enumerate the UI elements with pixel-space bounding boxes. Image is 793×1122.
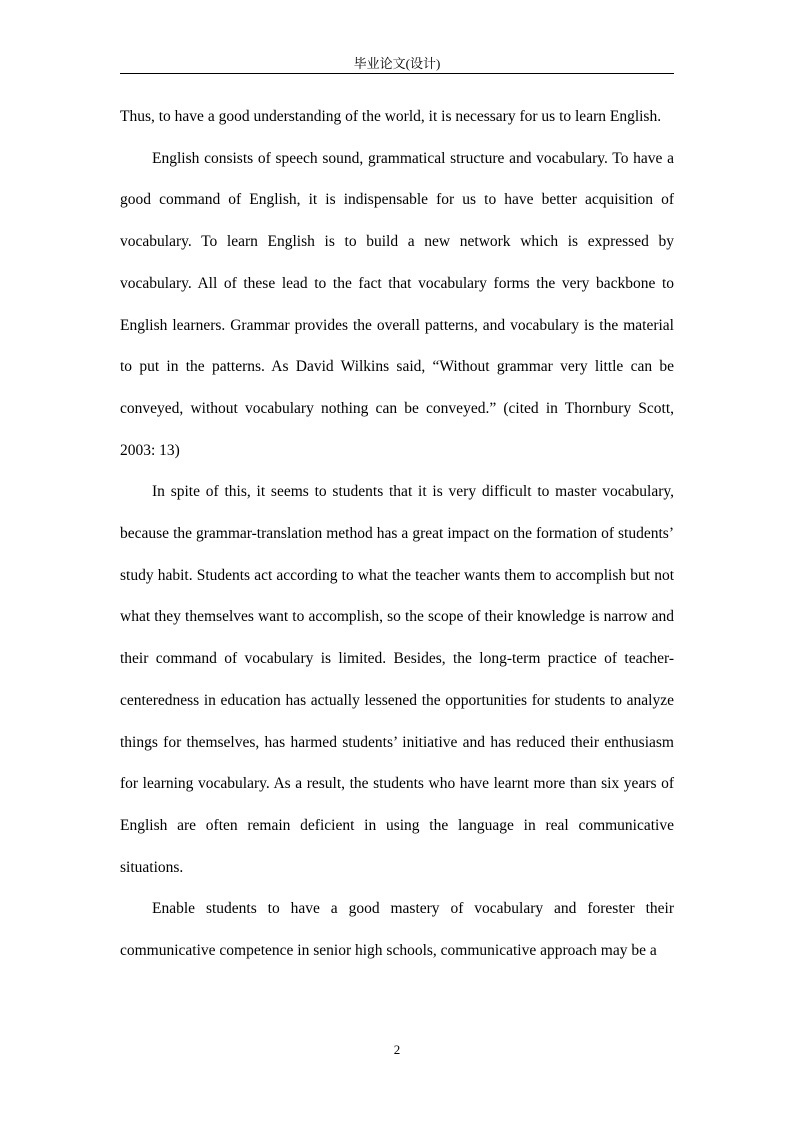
paragraph-4: Enable students to have a good mastery of vocabulary and forester their communicative competence in senior high schools, communicative approach may be a (120, 900, 674, 960)
paragraph-3: In spite of this, it seems to students that it is very difficult to master vocabulary, because the grammar-translation method has a great impact on the formation of students’ study habit. Students act according to what the teacher wants them to accomplish but not what they themselves want to accomplish, so the scope of their knowledge is narrow and their command of vocabulary is limited. Besides, the long-term practice of teacher-centeredness in education has actually lessened the opportunities for students to analyze things for themselves, has harmed students’ initiative and has reduced their enthusiasm for learning vocabulary. As a result, the students who have learnt more than six years of English are often remain deficient in using the language in real communicative situations. (120, 483, 674, 876)
page-header: 毕业论文(设计) (353, 56, 441, 71)
document-body (120, 96, 674, 972)
page-number: 2 (393, 1042, 401, 1057)
paragraph-2: English consists of speech sound, grammatical structure and vocabulary. To have a good command of English, it is indispensable for us to have better acquisition of vocabulary. To learn English is to build a new network which is expressed by vocabulary. All of these lead to the fact that vocabulary forms the very backbone to English learners. Grammar provides the overall patterns, and vocabulary is the material to put in the patterns. As David Wilkins said, “Without grammar very little can be conveyed, without vocabulary nothing can be conveyed.” (cited in Thornbury Scott, 2003: 13) (120, 149, 674, 459)
paragraph-1: Thus, to have a good understanding of the world, it is necessary for us to learn English. (120, 108, 662, 125)
header-divider (120, 73, 674, 74)
